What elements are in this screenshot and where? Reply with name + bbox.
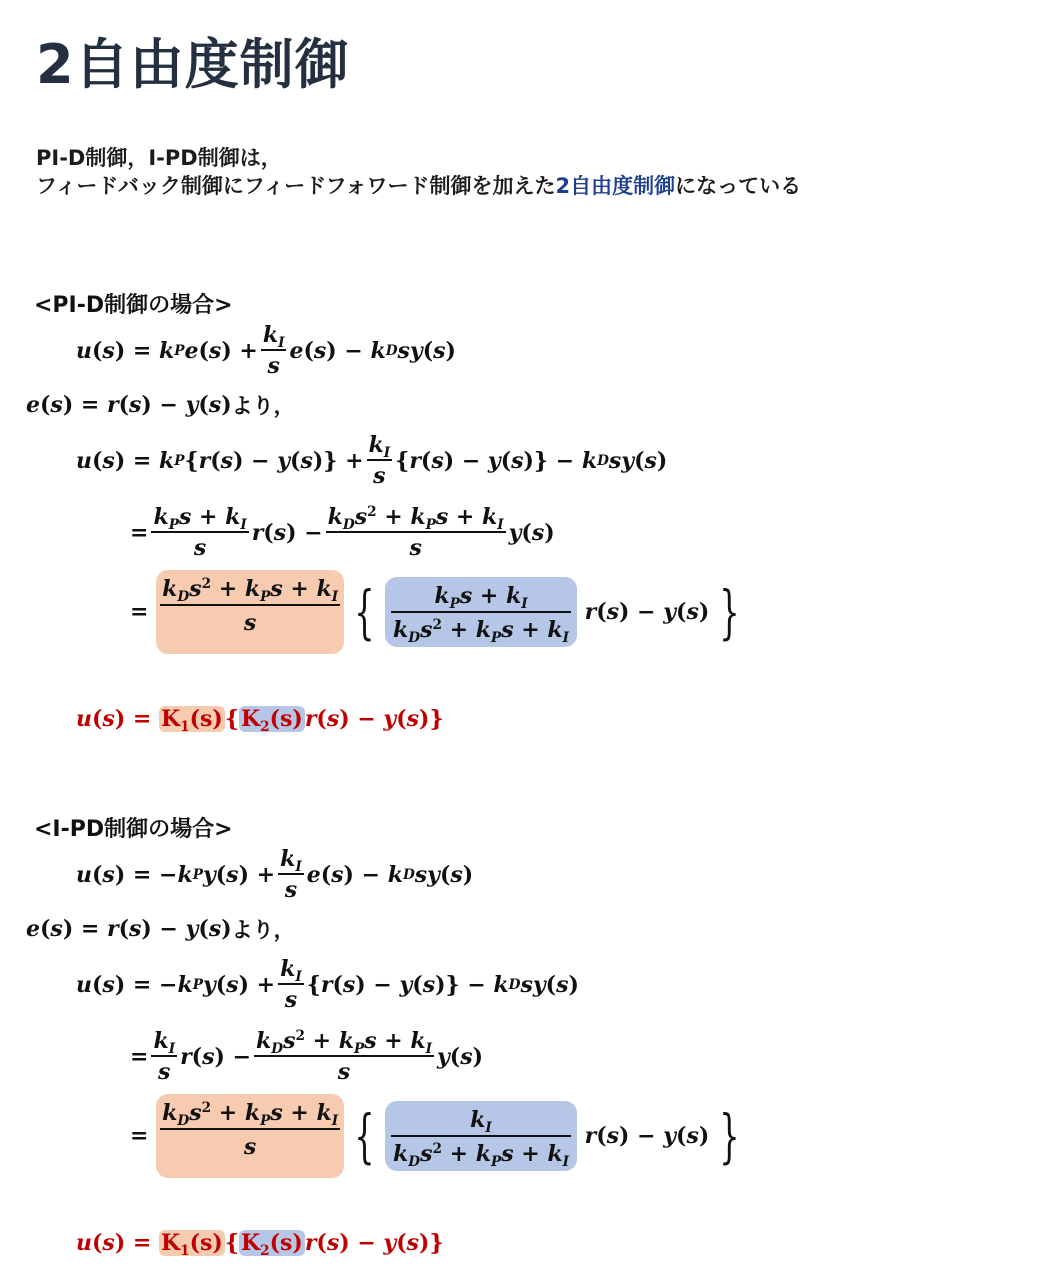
intro-line-1: PI-D制御，I-PD制御は， [36, 146, 282, 170]
pid-equation-1: u ( s ) = k P e ( s ) + $\frac{k_I}{s}$ e ( s ) − k D sy ( s ) [76, 322, 456, 379]
ipd-result: u ( s ) = $K_1(s)$ { $K_2(s)$ r ( s ) − y ( s )} [76, 1230, 444, 1259]
page-title: 2自由度制御 [36, 33, 350, 96]
pid-result: u ( s ) = $K_1(s)$ { $K_2(s)$ r ( s ) − y ( s )} [76, 706, 444, 735]
pid-equation-4: = $\frac{k_Ds^2 + k_Ps + k_I}{s}$ { $\frac{k_Ps + k_I}{k_Ds^2 + k_Ps + k_I}$ r ( s ) − y ( s ) } [130, 570, 750, 654]
section-heading-pid: <PI-D制御の場合> [34, 293, 233, 318]
intro-highlight: 2自由度制御 [555, 174, 676, 198]
intro-text-pre: フィードバック制御にフィードフォワード制御を加えた [36, 174, 556, 198]
pid-k2-box: $\frac{k_Ps + k_I}{k_Ds^2 + k_Ps + k_I}$ [385, 577, 577, 647]
ipd-substitution: e ( s ) = r ( s ) − y ( s ) より， [26, 916, 295, 942]
pid-equation-2: u ( s ) = k P { r ( s ) − y ( s )} + $\frac{k_I}{s}$ { r ( s ) − y ( s )} − k D sy ( s ) [76, 432, 668, 489]
ipd-result-k1: $K_1(s)$ [161, 1230, 223, 1259]
ipd-equation-4: = $\frac{k_Ds^2 + k_Ps + k_I}{s}$ { $\frac{k_I}{k_Ds^2 + k_Ps + k_I}$ r ( s ) − y ( s ) } [130, 1094, 750, 1178]
ipd-k2-box: $\frac{k_I}{k_Ds^2 + k_Ps + k_I}$ [385, 1101, 577, 1171]
ipd-k1-box: $\frac{k_Ds^2 + k_Ps + k_I}{s}$ [156, 1094, 344, 1178]
substitution-text: より， [231, 394, 295, 418]
ipd-equation-2: u ( s ) = − k P y ( s ) + $\frac{k_I}{s}$ { r ( s ) − y ( s )} − k D sy ( s ) [76, 956, 579, 1013]
ipd-equation-3: = $\frac{k_I}{s}$ r ( s ) − $\frac{k_Ds^2 + k_Ps + k_I}{s}$ y ( s ) [130, 1027, 484, 1085]
intro-text-post: になっている [675, 174, 802, 198]
substitution-text: より， [231, 918, 295, 942]
intro-line-2 [36, 170, 801, 200]
pid-k1-box: $\frac{k_Ds^2 + k_Ps + k_I}{s}$ [156, 570, 344, 654]
ipd-equation-1: u ( s ) = − k P y ( s ) + $\frac{k_I}{s}$ e ( s ) − k D sy ( s ) [76, 846, 474, 903]
pid-equation-3: = $\frac{k_Ps + k_I}{s}$ r ( s ) − $\frac{k_Ds^2 + k_Ps + k_I}{s}$ y ( s ) [130, 503, 555, 561]
pid-result-k1: $K_1(s)$ [161, 706, 223, 735]
ipd-result-k2: $K_2(s)$ [241, 1230, 303, 1259]
section-heading-ipd: <I-PD制御の場合> [34, 817, 233, 842]
pid-substitution: e ( s ) = r ( s ) − y ( s ) より， [26, 392, 295, 418]
pid-result-k2: $K_2(s)$ [241, 706, 303, 735]
